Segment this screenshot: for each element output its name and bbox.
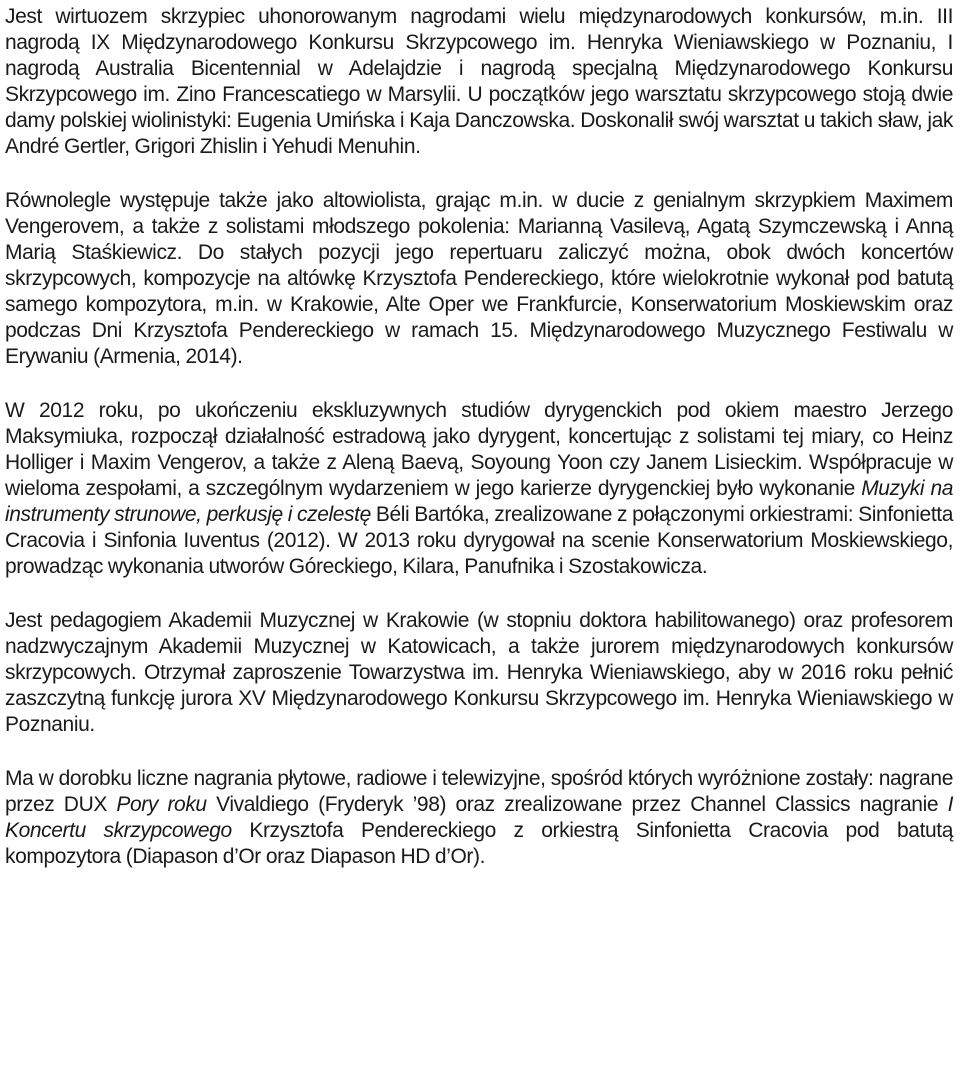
paragraph-conducting [5,398,953,580]
text-segment: Béli Bartóka, zrealizowane z połączonymi orkiestrami: Sinfonietta Cracovia i Sinfonia Iuventus (2012). W 2013 roku dyrygował na scenie Konserwatorium Moskiewskiego, prowadząc wykonania utworów Góreckiego, Kilara, Panufnika i Szostakowicza. [5,503,953,578]
text-segment: Ma w dorobku liczne nagrania płytowe, radiowe i telewizyjne, spośród których wyróżnione zostały: nagrane przez DUX [5,767,953,816]
document-page [5,0,953,898]
paragraph-recordings [5,766,953,870]
text-segment: W 2012 roku, po ukończeniu ekskluzywnych studiów dyrygenckich pod okiem maestro Jerzego Maksymiuka, rozpoczął działalność estradową jako dyrygent, koncertując z solistami tej miary, co Heinz Holliger i Maxim Vengerov, a także z Aleną Baevą, Soyoung Yoon czy Janem Lisieckim. Współpracuje w wieloma zespołami, a szczególnym wydarzeniem w jego karierze dyrygenckiej było wykonanie [5,399,953,500]
italic-title: I Koncertu skrzypcowego [5,793,954,842]
paragraph-teaching [5,608,953,738]
italic-title: Muzyki na instrumenty strunowe, perkusję i czelestę [5,477,954,526]
text-segment: Równolegle występuje także jako altowiolista, grając m.in. w ducie z genialnym skrzypkiem Maximem Vengerovem, a także z solistami młodszego pokolenia: Marianną Vasilevą, Agatą Szymczewską i Anną Marią Staśkiewicz. Do stałych pozycji jego repertuaru zaliczyć można, obok dwóch koncertów skrzypcowych, kompozycje na altówkę Krzysztofa Pendereckiego, które wielokrotnie wykonał pod batutą samego kompozytora, m.in. w Krakowie, Alte Oper we Frankfurcie, Konserwatorium Moskiewskim oraz podczas Dni Krzysztofa Pendereckiego w ramach 15. Międzynarodowego Muzycznego Festiwalu w Erywaniu (Armenia, 2014). [5,189,953,368]
text-segment: Jest wirtuozem skrzypiec uhonorowanym nagrodami wielu międzynarodowych konkursów, m.in. III nagrodą IX Międzynarodowego Konkursu Skrzypcowego im. Henryka Wieniawskiego w Poznaniu, I nagrodą Australia Bicentennial w Adelajdzie i nagrodą specjalną Międzynarodowego Konkursu Skrzypcowego im. Zino Francescatiego w Marsylii. U początków jego warsztatu skrzypcowego stoją dwie damy polskiej wiolinistyki: Eugenia Umińska i Kaja Danczowska. Doskonalił swój warsztat u takich sław, jak André Gertler, Grigori Zhislin i Yehudi Menuhin. [5,5,953,158]
paragraph-viola [5,188,953,370]
italic-title: Pory roku [116,793,207,816]
text-segment: Krzysztofa Pendereckiego z orkiestrą Sinfonietta Cracovia pod batutą kompozytora (Diapason d’Or oraz Diapason HD d’Or). [5,819,953,868]
text-segment: Jest pedagogiem Akademii Muzycznej w Krakowie (w stopniu doktora habilitowanego) oraz profesorem nadzwyczajnym Akademii Muzycznej w Katowicach, a także jurorem międzynarodowych konkursów skrzypcowych. Otrzymał zaproszenie Towarzystwa im. Henryka Wieniawskiego, aby w 2016 roku pełnić zaszczytną funkcję jurora XV Międzynarodowego Konkursu Skrzypcowego im. Henryka Wieniawskiego w Poznaniu. [5,609,953,736]
paragraph-awards [5,4,953,160]
text-segment: Vivaldiego (Fryderyk ’98) oraz zrealizowane przez Channel Classics nagranie [206,793,948,816]
